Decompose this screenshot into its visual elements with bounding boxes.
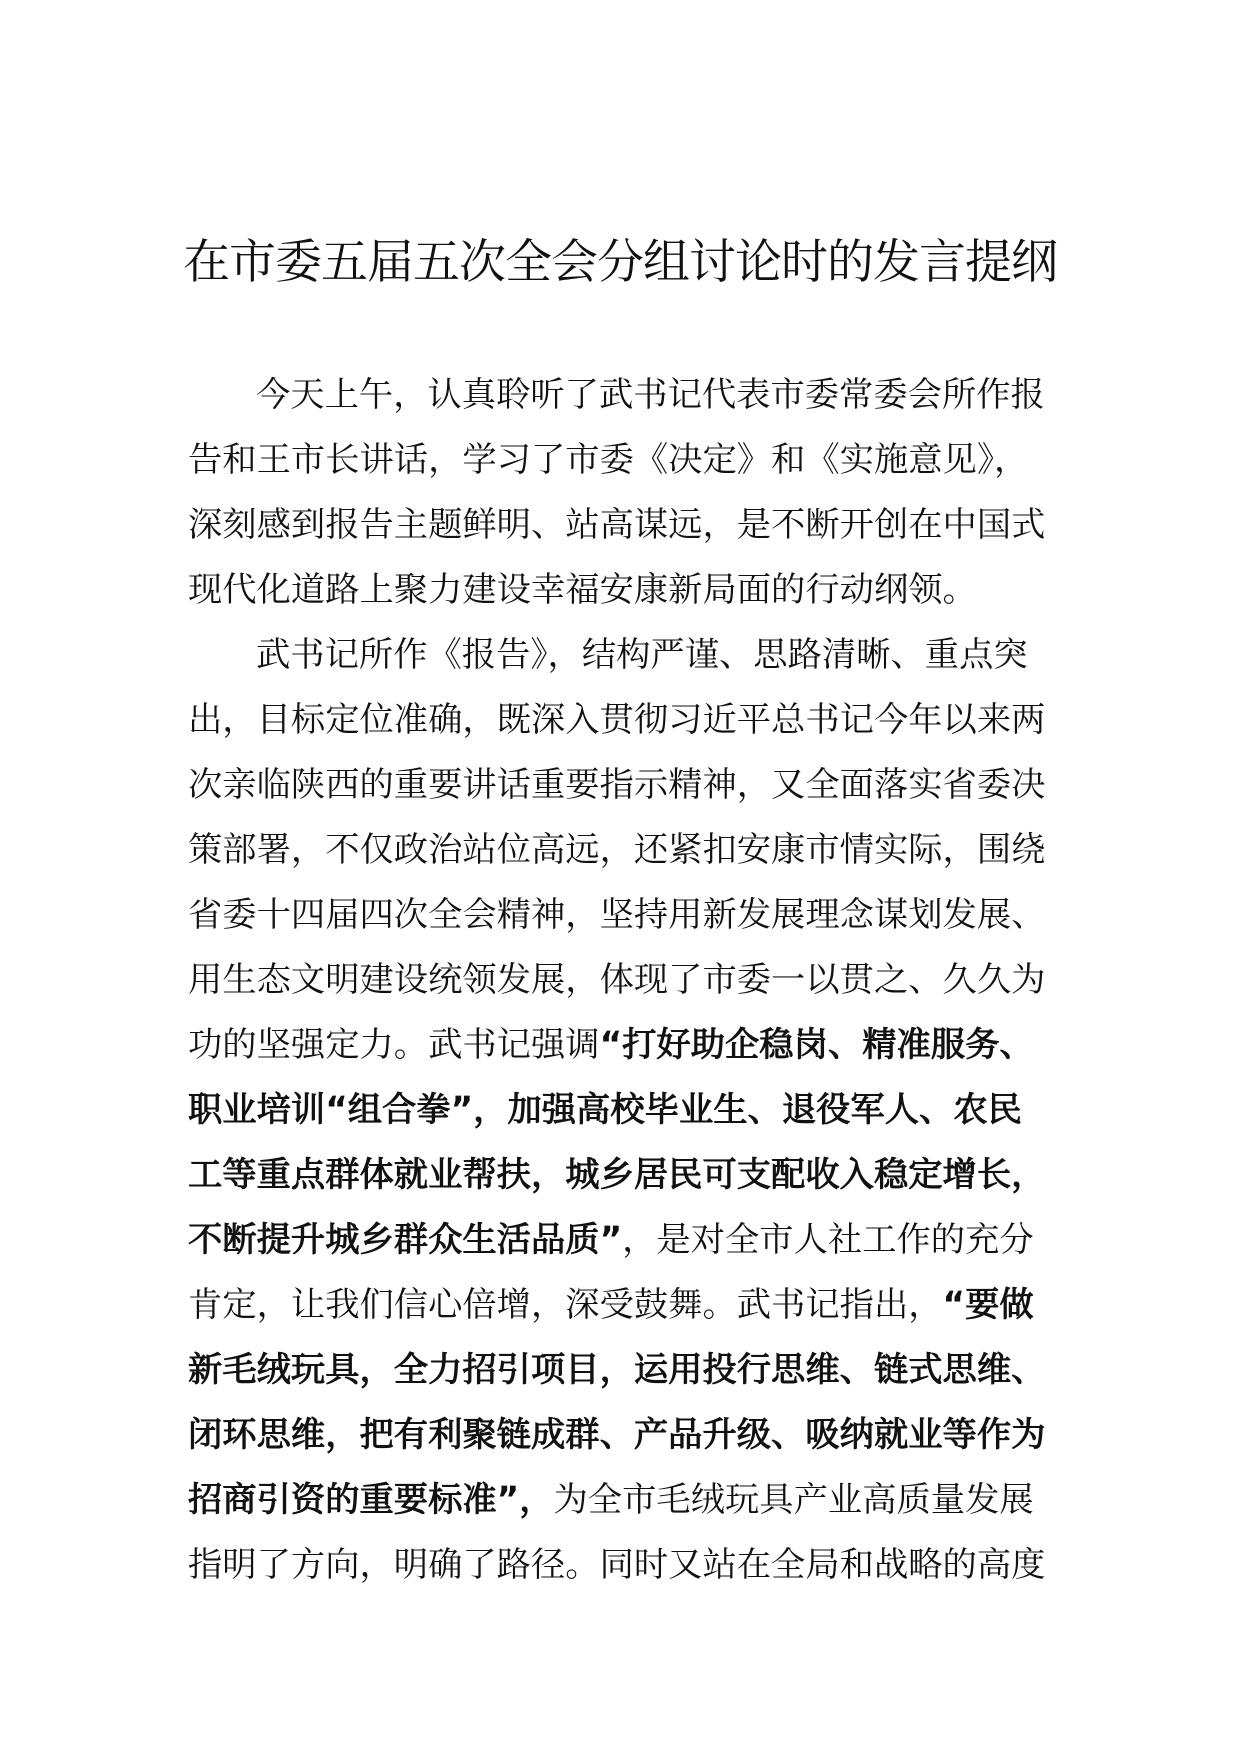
- plain-text: ，是对全市人社工作的充分: [622, 1220, 1034, 1260]
- paragraph-2: [188, 623, 1048, 1598]
- paragraph-1: [188, 363, 1048, 623]
- paragraph-line: 武书记所作《报告》，结构严谨、思路清晰、重点突: [256, 635, 1028, 675]
- document-body: [188, 363, 1048, 1598]
- paragraph-line: 指明了方向，明确了路径。同时又站在全局和战略的高度: [188, 1545, 1046, 1585]
- paragraph-line: 用生态文明建设统领发展，体现了市委一以贯之、久久为: [188, 960, 1046, 1000]
- emphasized-quote: 工等重点群体就业帮扶，城乡居民可支配收入稳定增长，: [188, 1155, 1046, 1195]
- emphasized-quote: “打好助企稳岗、精准服务、: [599, 1025, 1034, 1065]
- paragraph-line: 告和王市长讲话，学习了市委《决定》和《实施意见》，: [188, 440, 1029, 480]
- emphasized-quote: 闭环思维，把有利聚链成群、产品升级、吸纳就业等作为: [188, 1415, 1046, 1455]
- emphasized-quote: 招商引资的重要标准”，: [188, 1480, 554, 1520]
- plain-text: 肯定，让我们信心倍增，深受鼓舞。武书记指出，: [188, 1285, 943, 1325]
- emphasized-quote: 不断提升城乡群众生活品质”: [188, 1220, 623, 1260]
- paragraph-line: [188, 1013, 1048, 1078]
- paragraph-line: 出，目标定位准确，既深入贯彻习近平总书记今年以来两: [188, 700, 1046, 740]
- paragraph-line: [188, 1208, 1048, 1273]
- paragraph-line: 今天上午，认真聆听了武书记代表市委常委会所作报: [256, 375, 1045, 415]
- emphasized-quote: 职业培训“组合拳”，加强高校毕业生、退役军人、农民: [188, 1090, 1022, 1130]
- plain-text: 功的坚强定力。武书记强调: [188, 1025, 600, 1065]
- paragraph-line: [188, 1468, 1048, 1533]
- paragraph-line: 深刻感到报告主题鲜明、站高谋远，是不断开创在中国式: [188, 505, 1046, 545]
- document-title: 在市委五届五次全会分组讨论时的发言提纲: [183, 235, 1057, 290]
- paragraph-line: 次亲临陕西的重要讲话重要指示精神，又全面落实省委决: [188, 765, 1046, 805]
- plain-text: 为全市毛绒玩具产业高质量发展: [553, 1480, 1034, 1520]
- emphasized-quote: “要做: [942, 1285, 1034, 1325]
- emphasized-quote: 新毛绒玩具，全力招引项目，运用投行思维、链式思维、: [188, 1350, 1046, 1390]
- paragraph-line: [188, 1273, 1048, 1338]
- paragraph-line: 现代化道路上聚力建设幸福安康新局面的行动纲领。: [188, 570, 977, 610]
- paragraph-line: 省委十四届四次全会精神，坚持用新发展理念谋划发展、: [188, 895, 1046, 935]
- paragraph-line: 策部署，不仅政治站位高远，还紧扣安康市情实际，围绕: [188, 830, 1046, 870]
